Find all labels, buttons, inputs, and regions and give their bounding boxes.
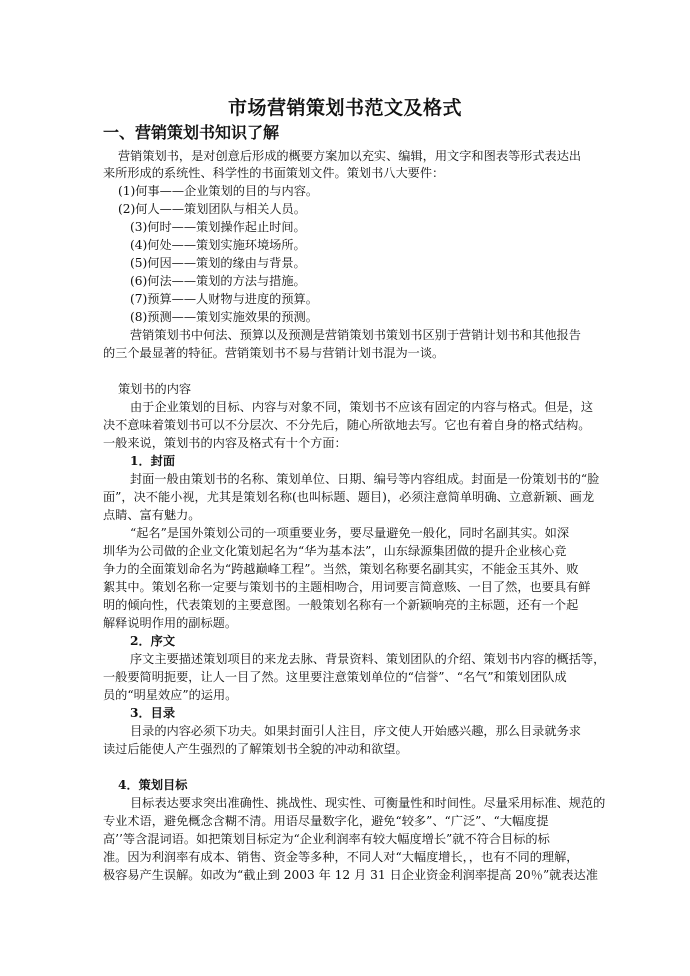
paragraph-line: 目录的内容必须下功夫。如果封面引人注目，序文使人开始感兴趣，那么目录就务求 bbox=[130, 724, 581, 738]
paragraph-line: 由于企业策划的目标、内容与对象不同，策划书不应该有固定的内容与格式。但是，这 bbox=[130, 400, 594, 414]
subheading-goal: 4．策划目标 bbox=[118, 778, 188, 792]
paragraph-line: 解释说明作用的副标题。 bbox=[103, 616, 238, 630]
list-item: (7)预算——人财物与进度的预算。 bbox=[130, 292, 318, 306]
paragraph-line: 专业术语，避免概念含糊不清。用语尽量数字化，避免“较多”、“广泛”、“大幅度提 bbox=[103, 814, 549, 828]
paragraph-line: 封面一般由策划书的名称、策划单位、日期、编号等内容组成。封面是一份策划书的“脸 bbox=[130, 472, 600, 486]
paragraph-line: 絮其中。策划名称一定要与策划书的主题相吻合，用词要言简意赅、一目了然，也要具有鲜 bbox=[103, 580, 591, 594]
paragraph-line: 的三个最显著的特征。营销策划书不易与营销计划书混为一谈。 bbox=[103, 346, 445, 360]
paragraph-line: 目标表达要求突出准确性、挑战性、现实性、可衡量性和时间性。尽量采用标准、规范的 bbox=[130, 796, 606, 810]
list-item: (1)何事——企业策划的目的与内容。 bbox=[118, 184, 319, 198]
list-item: (2)何人——策划团队与相关人员。 bbox=[118, 202, 306, 216]
subheading-preface: 2．序文 bbox=[130, 634, 176, 648]
paragraph-line: 决不意味着策划书可以不分层次、不分先后，随心所欲地去写。它也有着自身的格式结构。 bbox=[103, 418, 591, 432]
paragraph-line: 序文主要描述策划项目的来龙去脉、背景资料、策划团队的介绍、策划书内容的概括等， bbox=[130, 652, 606, 666]
paragraph-line: 一般要简明扼要，让人一目了然。这里要注意策划单位的“信誉”、“名气”和策划团队成 bbox=[103, 670, 567, 684]
document-title: 市场营销策划书范文及格式 bbox=[227, 97, 462, 119]
paragraph-line: 争力的全面策划命名为“跨越巅峰工程”。当然，策划名称要名副其实，不能金玉其外、败 bbox=[103, 562, 579, 576]
paragraph-line: 高’’等含混词语。如把策划目标定为“企业利润率有较大幅度增长”就不符合目标的标 bbox=[103, 832, 550, 846]
subsection-label: 策划书的内容 bbox=[118, 382, 192, 396]
paragraph-line: 员的“明星效应”的运用。 bbox=[103, 688, 238, 702]
list-item: (3)何时——策划操作起止时间。 bbox=[130, 220, 306, 234]
paragraph-line: 面”，决不能小视，尤其是策划名称(也叫标题、题目)，必须注意简单明确、立意新颖、画龙 bbox=[103, 490, 595, 504]
paragraph-line: 营销策划书中何法、预算以及预测是营销策划书策划书区别于营销计划书和其他报告 bbox=[130, 328, 581, 342]
paragraph-line: 准。因为利润率有成本、销售、资金等多种，不同人对“大幅度增长，，也有不同的理解， bbox=[103, 850, 579, 864]
list-item: (5)何因——策划的缘由与背景。 bbox=[130, 256, 306, 270]
list-item: (8)预测——策划实施效果的预测。 bbox=[130, 310, 318, 324]
paragraph-line: “起名”是国外策划公司的一项重要业务，要尽量避免一般化，同时名副其实。如深 bbox=[130, 526, 570, 540]
subheading-contents: 3．目录 bbox=[130, 706, 176, 720]
paragraph-line: 圳华为公司做的企业文化策划起名为“华为基本法”，山东绿源集团做的提升企业核心竞 bbox=[103, 544, 567, 558]
paragraph-line: 营销策划书，是对创意后形成的概要方案加以充实、编辑，用文字和图表等形式表达出 bbox=[118, 149, 582, 163]
paragraph-line: 点睛、富有魅力。 bbox=[103, 508, 201, 522]
list-item: (6)何法——策划的方法与措施。 bbox=[130, 274, 306, 288]
paragraph-line: 来所形成的系统性、科学性的书面策划文件。策划书八大要件： bbox=[103, 166, 445, 180]
paragraph-line: 读过后能使人产生强烈的了解策划书全貌的冲动和欲望。 bbox=[103, 742, 408, 756]
list-item: (4)何处——策划实施环境场所。 bbox=[130, 238, 306, 252]
section-heading: 一、营销策划书知识了解 bbox=[103, 123, 280, 142]
paragraph-line: 一般来说，策划书的内容及格式有十个方面： bbox=[103, 436, 347, 450]
paragraph-line: 明的倾向性，代表策划的主要意图。一般策划名称有一个新颖响亮的主标题，还有一个起 bbox=[103, 598, 579, 612]
paragraph-line: 极容易产生误解。如改为“截止到 2003 年 12 月 31 日企业资金利润率提高 20％”就表达准 bbox=[103, 868, 598, 882]
subheading-cover: 1．封面 bbox=[130, 454, 176, 468]
